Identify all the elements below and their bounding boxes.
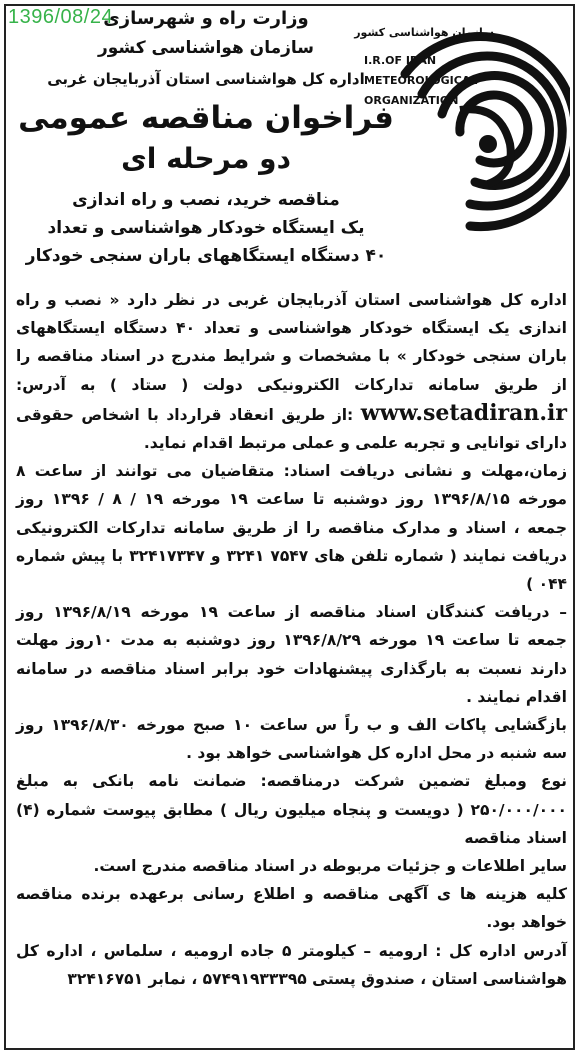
logo-en-line-1: I.R.OF IRAN — [364, 54, 437, 67]
logo-en-line-3: ORGANIZATION — [364, 94, 459, 107]
notice-body — [16, 286, 567, 993]
body-paragraph-intro — [16, 286, 567, 457]
body-paragraph-address: آدرس اداره کل : ارومیه – کیلومتر ۵ جاده ارومیه ، سلماس ، اداره کل هواشناسی استان ، صندوق پستی ۵۷۴۹۱۹۳۳۳۹۵ ، نمابر ۳۲۴۱۶۷۵۱ — [16, 941, 567, 988]
subject-line-1: مناقصه خرید، نصب و راه اندازی — [72, 190, 340, 210]
intro-text: اداره کل هواشناسی استان آذربایجان غربی در نظر دارد « نصب و راه اندازی یک ایستگاه خودکار هواشناسی و تعداد ۴۰ دستگاه ایستگاههای باران سنجی خودکار » با مشخصات و شرایط مندرج در اسناد مناقصه را از طریق سامانه تدارکات الکترونیکی دولت ( ستاد ) به آدرس: — [16, 291, 567, 394]
body-paragraph-opening: بازگشایی پاکات الف و ب راً س ساعت ۱۰ صبح مورخه ۱۳۹۶/۸/۳۰ روز سه شنبه در محل اداره کل هواشناسی خواهد بود . — [16, 716, 567, 763]
logo-fa-text: سازمان هواشناسی کشور — [354, 26, 494, 39]
body-paragraph-guarantee: نوع ومبلغ تضمین شرکت درمناقصه: ضمانت نامه بانکی به مبلغ ۲۵۰/۰۰۰/۰۰۰ ( دویست و پنجاه میلیون ریال ) مطابق پیوست شماره (۴) اسناد مناقصه — [16, 772, 567, 847]
date-stamp: 1396/08/24 — [8, 6, 114, 28]
setad-url-link[interactable]: www.setadiran.ir — [360, 399, 567, 426]
body-paragraph-submission: – دریافت کنندگان اسناد مناقصه از ساعت ۱۹ مورخه ۱۳۹۶/۸/۱۹ روز جمعه تا ساعت ۱۹ مورخه ۱۳۹۶/۸/۲۹ روز دوشنبه به مدت ۱۰روز مهلت دارند نسبت به بارگذاری پیشنهادات خود برابر اسناد مناقصه در سامانه اقدام نمایند . — [16, 603, 567, 706]
body-paragraph-details: سایر اطلاعات و جزئیات مربوطه در اسناد مناقصه مندرج است. — [93, 857, 567, 876]
logo-en-line-2: METEOROLOGICAL — [364, 74, 478, 87]
meteorological-organization-logo — [354, 14, 570, 244]
body-paragraph-schedule: زمان،مهلت و نشانی دریافت اسناد: متقاضیان می توانند از ساعت ۸ مورخه ۱۳۹۶/۸/۱۵ روز دوشنبه تا ساعت ۱۹ مورخه ۱۹ / ۸ / ۱۳۹۶ روز جمعه ، اسناد و مدارک مناقصه را از طریق سامانه تدارکات الکترونیکی دریافت نمایند ( شماره تلفن های ۷۵۴۷ ۳۲۴۱ و ۳۲۴۱۷۳۴۷ با پیش شماره ۰۴۴ ) — [16, 462, 567, 594]
spiral-emblem-icon — [354, 14, 570, 244]
subject-line-3: ۴۰ دستگاه ایستگاههای باران سنجی خودکار — [25, 246, 387, 266]
notice-title: فراخوان مناقصه عمومی — [18, 100, 394, 136]
ministry-name: وزارت راه و شهرسازی — [103, 8, 309, 29]
organization-name: سازمان هواشناسی کشور — [97, 38, 314, 58]
department-name: اداره کل هواشناسی استان آذربایجان غربی — [47, 70, 365, 88]
body-paragraph-costs: کلیه هزینه ها ی آگهی مناقصه و اطلاع رسانی برعهده برنده مناقصه خواهد بود. — [16, 885, 567, 932]
intro-text-continued: :از طریق انعقاد قرارداد با اشخاص حقوقی دارای توانایی و تجربه علمی و عملی مرتبط اقدام نماید. — [16, 405, 567, 453]
notice-subtitle: دو مرحله ای — [121, 142, 291, 175]
subject-line-2: یک ایستگاه خودکار هواشناسی و تعداد — [47, 218, 365, 238]
